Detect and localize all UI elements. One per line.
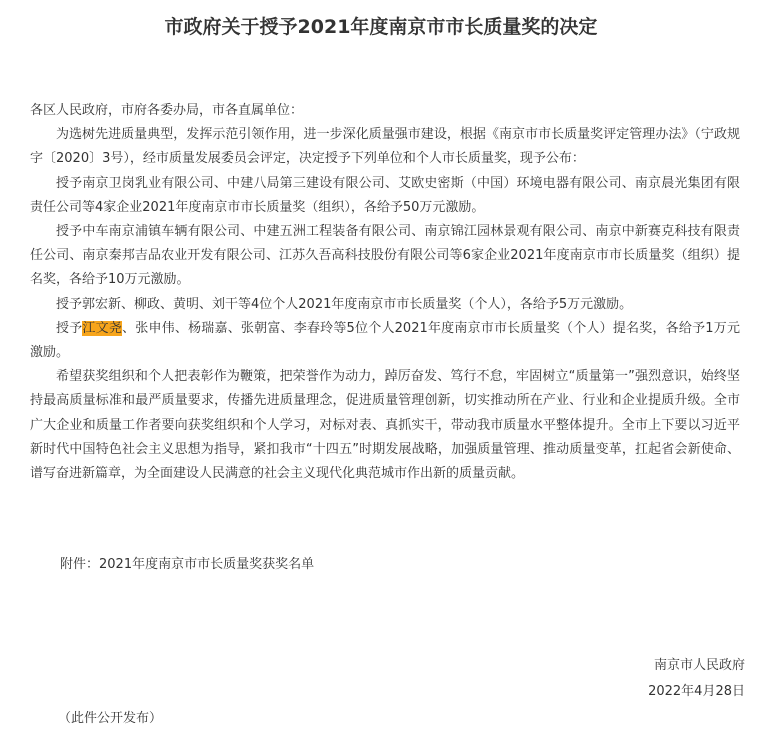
salutation: 各区人民政府，市府各委办局，市各直属单位： (30, 103, 304, 118)
document-title: 市政府关于授予2021年度南京市市长质量奖的决定 (164, 16, 598, 38)
paragraph-basis: 为选树先进质量典型，发挥示范引领作用，进一步深化质量强市建设，根据《南京市市长质量奖评定管理办法》（宁政规字〔2020〕3号），经市质量发展委员会评定，决定授予下列单位和个人市长质量奖，现予公布： (30, 127, 740, 167)
signature-date: 2022年4月28日 (648, 684, 745, 699)
paragraph-closing: 希望获奖组织和个人把表彰作为鞭策，把荣誉作为动力，踔厉奋发、笃行不怠，牢固树立“质量第一”强烈意识，始终坚持最高质量标准和最严质量要求，传播先进质量理念，促进质量管理创新，切实推动所在产业、行业和企业提质升级。全市广大企业和质量工作者要向获奖组织和个人学习，对标对表、真抓实干，带动我市质量水平整体提升。全市上下要以习近平新时代中国特色社会主义思想为指导，紧扣我市“十四五”时期发展战略，加强质量管理、推动质量变革，扛起省会新使命、谱写奋进新篇章，为全面建设人民满意的社会主义现代化典范城市作出新的质量贡献。 (30, 369, 740, 482)
signature-organization: 南京市人民政府 (653, 658, 745, 673)
paragraph-organization-award: 授予南京卫岗乳业有限公司、中建八局第三建设有限公司、艾欧史密斯（中国）环境电器有限公司、南京晨光集团有限责任公司等4家企业2021年度南京市市长质量奖（组织），各给予50万元激励。 (30, 175, 740, 215)
nominee-prefix: 授予 (56, 320, 83, 336)
highlighted-name: 江文尧 (82, 320, 123, 336)
document-body (30, 99, 740, 486)
public-release-note: （此件公开发布） (58, 711, 163, 726)
nominee-suffix: 、张申伟、杨瑞嘉、张朝富、李春玲等5位个人2021年度南京市市长质量奖（个人）提名奖，各给予1万元激励。 (30, 320, 740, 361)
paragraph-organization-nomination: 授予中车南京浦镇车辆有限公司、中建五洲工程装备有限公司、南京锦江园林景观有限公司、南京中新赛克科技有限责任公司、南京秦邦吉品农业开发有限公司、江苏久吾高科技股份有限公司等6家企业2021年度南京市市长质量奖（组织）提名奖，各给予10万元激励。 (30, 224, 740, 288)
paragraph-individual-award: 授予郭宏新、柳政、黄明、刘干等4位个人2021年度南京市市长质量奖（个人），各给予5万元激励。 (56, 296, 633, 312)
paragraph-individual-nomination (30, 317, 740, 365)
attachment-line: 附件：2021年度南京市市长质量奖获奖名单 (60, 557, 315, 572)
